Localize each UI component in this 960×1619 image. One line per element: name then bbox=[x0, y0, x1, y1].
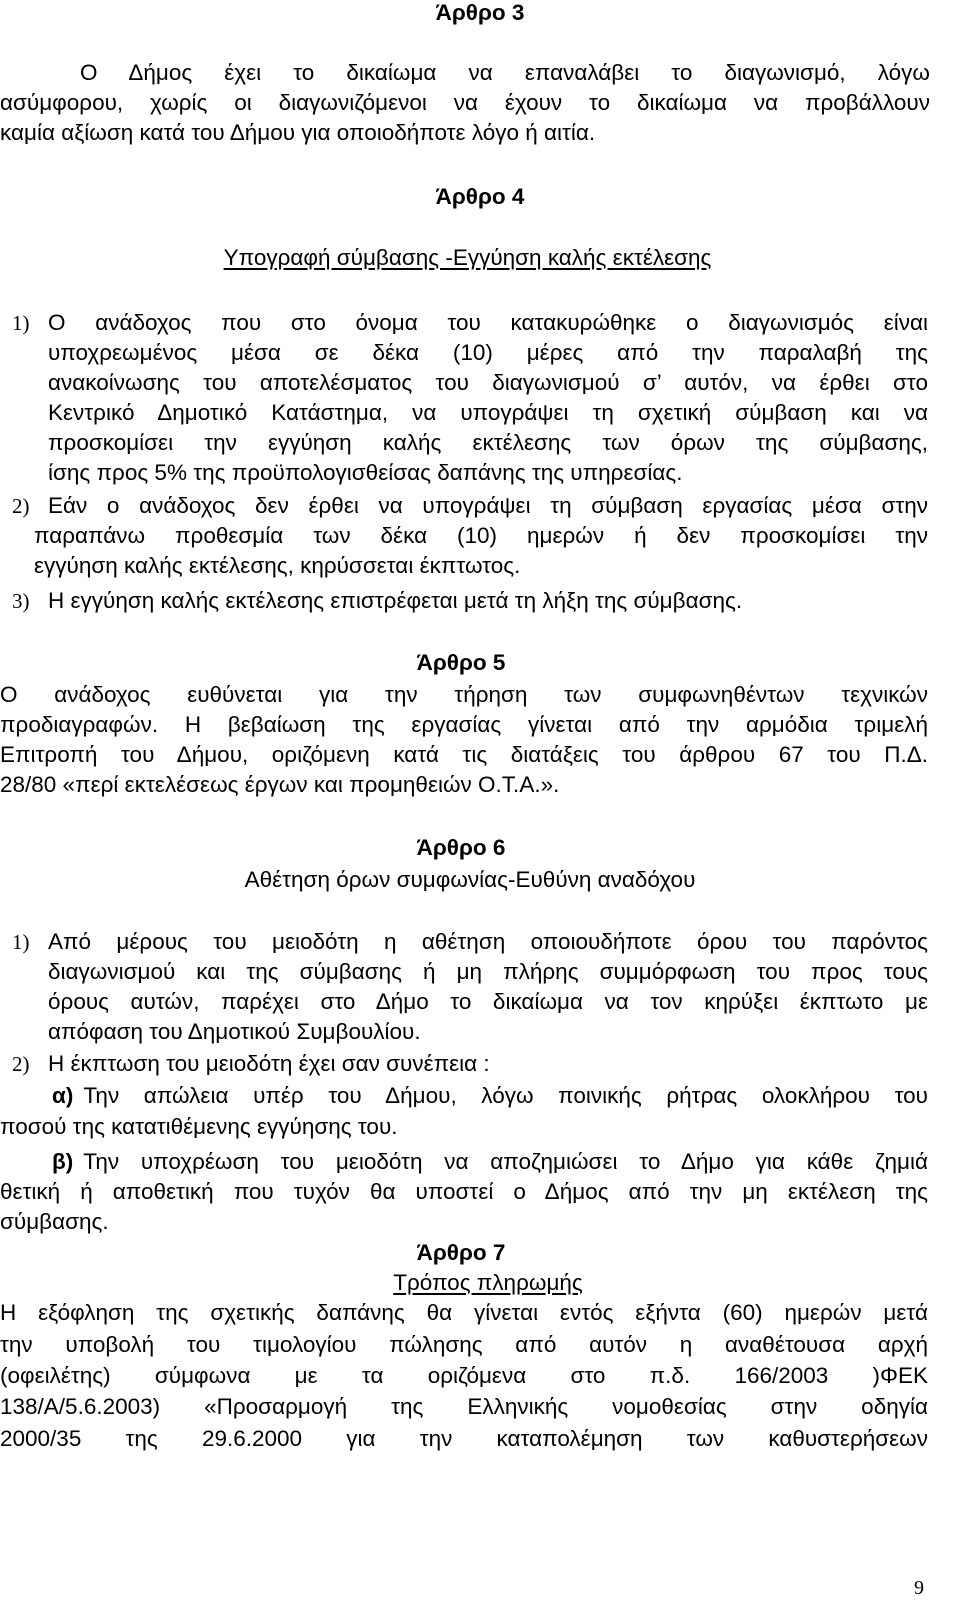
item-number: 1) bbox=[12, 930, 30, 954]
article-4-title: Άρθρο 4 bbox=[435, 184, 525, 209]
article-7-subtitle: Τρόπος πληρωμής bbox=[393, 1270, 583, 1295]
article-6-item-2-line: Η έκπτωση του μειοδότη έχει σαν συνέπεια : bbox=[48, 1051, 490, 1076]
article-4-subtitle: Υπογραφή σύμβασης -Εγγύηση καλής εκτέλεσης bbox=[223, 245, 712, 270]
item-number: 3) bbox=[12, 589, 30, 613]
article-4-item-1-line: ίσης προς 5% της προϋπολογισθείσας δαπάνης της υπηρεσίας. bbox=[48, 460, 683, 485]
consequence-b-line: σύμβασης. bbox=[0, 1209, 109, 1234]
article-3-line: Ο Δήμος έχει το δικαίωμα να επαναλάβει το διαγωνισμό, λόγω bbox=[80, 60, 930, 85]
article-3-title: Άρθρο 3 bbox=[435, 0, 525, 25]
consequence-b-label: β) bbox=[52, 1149, 74, 1174]
consequence-a-line bbox=[52, 1081, 928, 1111]
article-7-title: Άρθρο 7 bbox=[416, 1240, 506, 1265]
article-5-line: Επιτροπή του Δήμου, οριζόμενη κατά τις διατάξεις του άρθρου 67 του Π.Δ. bbox=[0, 742, 928, 767]
item-number: 2) bbox=[12, 494, 30, 518]
article-3-line: καμία αξίωση κατά του Δήμου για οποιοδήποτε λόγο ή αιτία. bbox=[0, 120, 596, 145]
article-6-title: Άρθρο 6 bbox=[416, 835, 506, 860]
article-7-line: την υποβολή του τιμολογίου πώλησης από αυτόν η αναθέτουσα αρχή bbox=[0, 1332, 928, 1357]
article-4-item-1-line: Ο ανάδοχος που στο όνομα του κατακυρώθηκε ο διαγωνισμός είναι bbox=[48, 310, 928, 335]
article-7-line: Η εξόφληση της σχετικής δαπάνης θα γίνεται εντός εξήντα (60) ημερών μετά bbox=[0, 1300, 928, 1325]
article-6-item-1-line: Από μέρους του μειοδότη η αθέτηση οποιουδήποτε όρου του παρόντος bbox=[48, 929, 928, 954]
consequence-a-text: Την απώλεια υπέρ του Δήμου, λόγω ποινικής ρήτρας ολοκλήρου του bbox=[83, 1083, 928, 1108]
page-number: 9 bbox=[914, 1577, 924, 1599]
article-7-line: 138/Α/5.6.2003) «Προσαρμογή της Ελληνικής νομοθεσίας στην οδηγία bbox=[0, 1394, 928, 1419]
article-4-item-2-line: Εάν ο ανάδοχος δεν έρθει να υπογράψει τη σύμβαση εργασίας μέσα στην bbox=[48, 493, 928, 518]
article-6-item-1-line: όρους αυτών, παρέχει στο Δήμο το δικαίωμα να τον κηρύξει έκπτωτο με bbox=[48, 989, 928, 1014]
item-number: 1) bbox=[12, 311, 30, 335]
article-5-title: Άρθρο 5 bbox=[416, 650, 506, 675]
article-4-item-1-line: ανακοίνωσης του αποτελέσματος του διαγωνισμού σ’ αυτόν, να έρθει στο bbox=[48, 370, 928, 395]
article-6-item-1-line: διαγωνισμού και της σύμβασης ή μη πλήρης συμμόρφωση του προς τους bbox=[48, 959, 928, 984]
consequence-b-line: θετική ή αποθετική που τυχόν θα υποστεί ο Δήμος από την μη εκτέλεση της bbox=[0, 1179, 928, 1204]
article-7-line: 2000/35 της 29.6.2000 για την καταπολέμηση των καθυστερήσεων bbox=[0, 1426, 928, 1451]
consequence-b-line bbox=[52, 1147, 928, 1177]
consequence-a-line: ποσού της κατατιθέμενης εγγύησης του. bbox=[0, 1114, 398, 1139]
article-4-item-1-line: Κεντρικό Δημοτικό Κατάστημα, να υπογράψει τη σχετική σύμβαση και να bbox=[48, 400, 928, 425]
article-4-item-1-line: υποχρεωμένος μέσα σε δέκα (10) μέρες από την παραλαβή της bbox=[48, 340, 928, 365]
article-4-item-3-line: Η εγγύηση καλής εκτέλεσης επιστρέφεται μετά τη λήξη της σύμβασης. bbox=[48, 588, 743, 613]
item-number: 2) bbox=[12, 1052, 30, 1076]
consequence-b-text: Την υποχρέωση του μειοδότη να αποζημιώσει το Δήμο για κάθε ζημιά bbox=[83, 1149, 928, 1174]
article-3-line: ασύμφορου, χωρίς οι διαγωνιζόμενοι να έχουν το δικαίωμα να προβάλλουν bbox=[0, 90, 930, 115]
article-4-item-1-line: προσκομίσει την εγγύηση καλής εκτέλεσης των όρων της σύμβασης, bbox=[48, 430, 928, 455]
article-4-item-2-line: παραπάνω προθεσμία των δέκα (10) ημερών ή δεν προσκομίσει την bbox=[34, 523, 928, 548]
article-5-line: προδιαγραφών. Η βεβαίωση της εργασίας γίνεται από την αρμόδια τριμελή bbox=[0, 712, 928, 737]
consequence-a-label: α) bbox=[52, 1083, 74, 1108]
article-5-line: 28/80 «περί εκτελέσεως έργων και προμηθειών Ο.Τ.Α.». bbox=[0, 772, 560, 797]
article-6-subtitle: Αθέτηση όρων συμφωνίας-Ευθύνη αναδόχου bbox=[244, 867, 696, 892]
article-4-item-2-line: εγγύηση καλής εκτέλεσης, κηρύσσεται έκπτωτος. bbox=[34, 553, 521, 578]
article-6-item-1-line: απόφαση του Δημοτικού Συμβουλίου. bbox=[48, 1019, 421, 1044]
article-5-line: Ο ανάδοχος ευθύνεται για την τήρηση των συμφωνηθέντων τεχνικών bbox=[0, 682, 928, 707]
article-7-line: (οφειλέτης) σύμφωνα με τα οριζόμενα στο π.δ. 166/2003 )ΦΕΚ bbox=[0, 1363, 928, 1388]
